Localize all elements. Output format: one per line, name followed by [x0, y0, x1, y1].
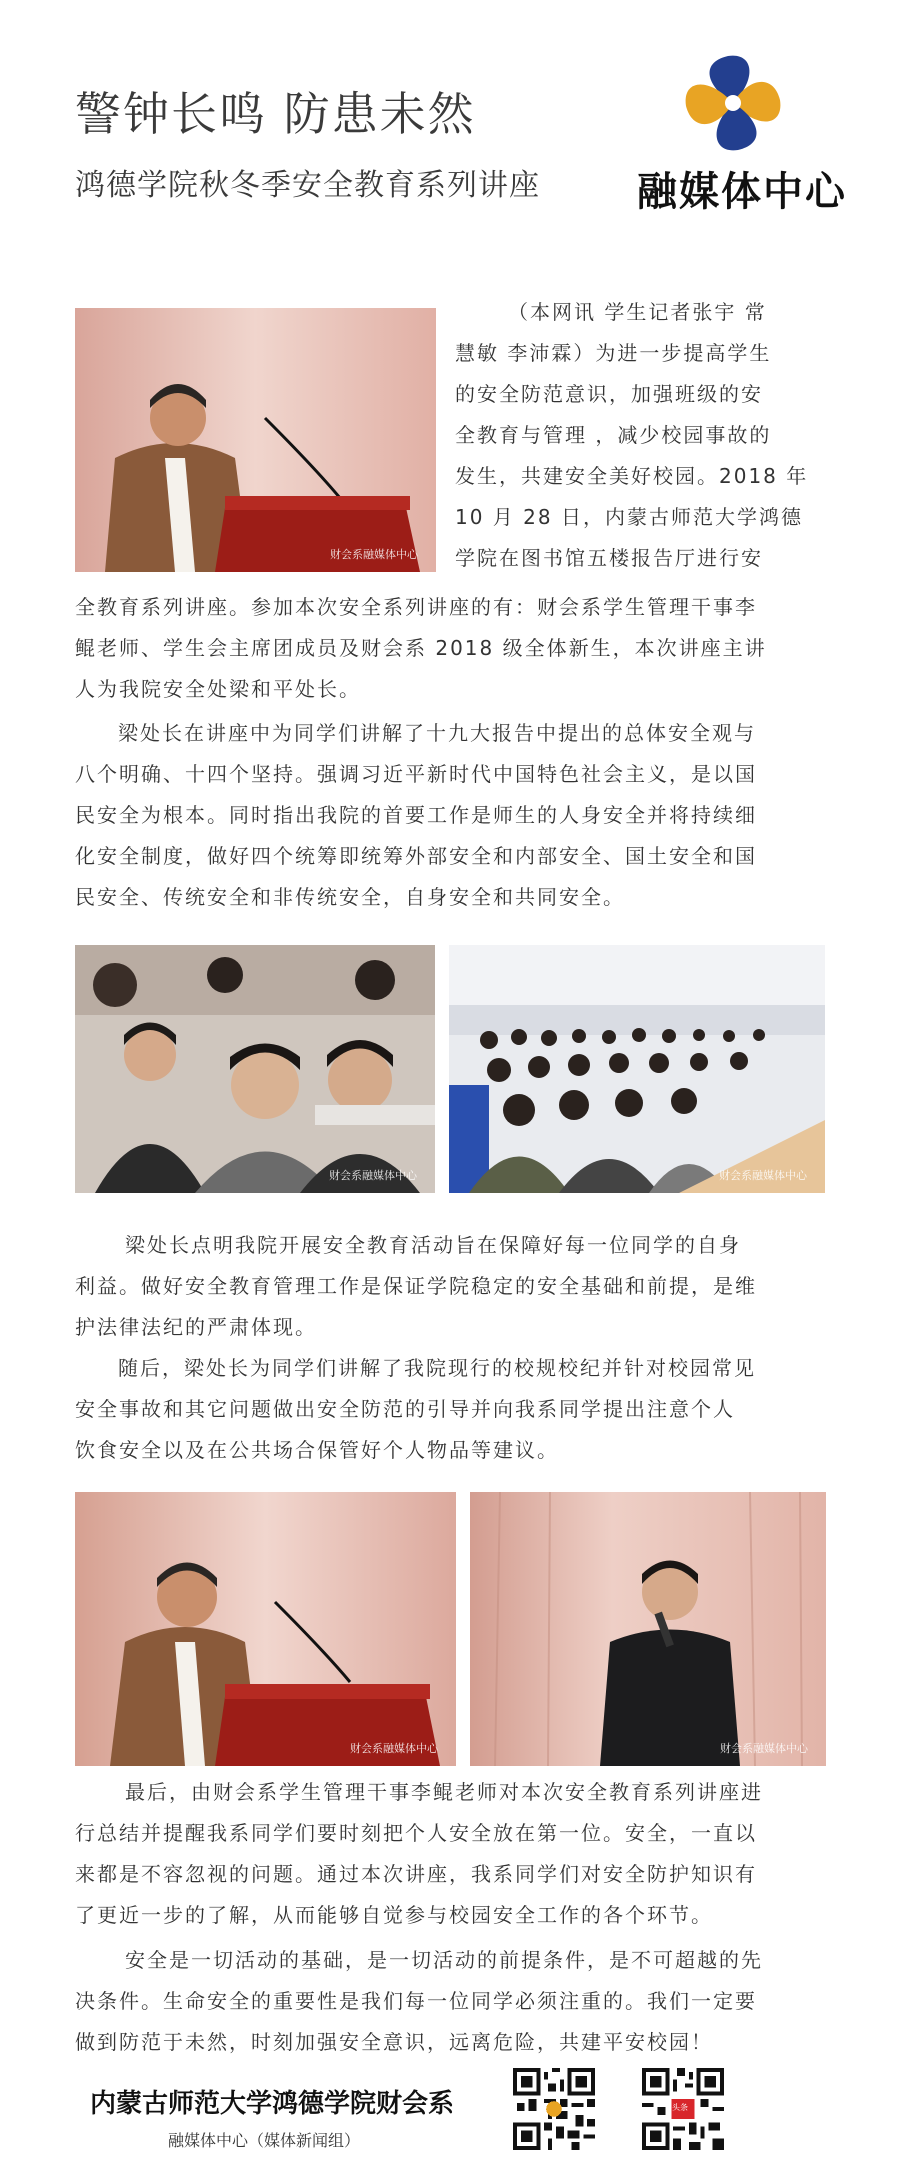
text-line: 的安全防范意识，加强班级的安	[455, 382, 763, 406]
text-line: 做到防范于未然，时刻加强安全意识，远离危险，共建平安校园！	[75, 2030, 713, 2054]
text-line: 鲲老师、学生会主席团成员及财会系 2018 级全体新生，本次讲座主讲	[75, 636, 767, 660]
text-line: 民安全、传统安全和非传统安全，自身安全和共同安全。	[75, 885, 625, 909]
photo-auditorium	[449, 945, 825, 1193]
watermark: 财会系融媒体中心	[350, 1742, 438, 1755]
watermark: 财会系融媒体中心	[719, 1169, 807, 1182]
text-line: 梁处长点明我院开展安全教育活动旨在保障好每一位同学的自身	[125, 1233, 741, 1257]
page-subtitle: 鸿德学院秋冬季安全教育系列讲座	[75, 168, 540, 203]
photo-teacher-microphone	[470, 1492, 826, 1766]
footer-organization: 内蒙古师范大学鸿德学院财会系	[90, 2089, 455, 2119]
text-line: 慧敏 李沛霖）为进一步提高学生	[455, 341, 772, 365]
text-line: 行总结并提醒我系同学们要时刻把个人安全放在第一位。安全，一直以	[75, 1821, 757, 1845]
text-line: 安全是一切活动的基础，是一切活动的前提条件，是不可超越的先	[125, 1948, 763, 1972]
text-line: 利益。做好安全教育管理工作是保证学院稳定的安全基础和前提，是维	[75, 1274, 757, 1298]
qr-code-wechat-icon	[513, 2068, 595, 2150]
qr-badge: 头条	[672, 2103, 688, 2112]
pinwheel-logo-icon	[678, 48, 788, 158]
text-line: 全教育系列讲座。参加本次安全系列讲座的有：财会系学生管理干事李	[75, 595, 757, 619]
text-line: 饮食安全以及在公共场合保管好个人物品等建议。	[75, 1438, 559, 1462]
page-title: 警钟长鸣 防患未然	[75, 87, 476, 141]
text-line: 随后，梁处长为同学们讲解了我院现行的校规校纪并针对校园常见	[118, 1356, 756, 1380]
watermark: 财会系融媒体中心	[720, 1742, 808, 1755]
text-line: 10 月 28 日，内蒙古师范大学鸿德	[455, 505, 803, 529]
text-line: 发生，共建安全美好校园。2018 年	[455, 464, 809, 488]
watermark: 财会系融媒体中心	[329, 1169, 417, 1182]
photo-speaker-podium	[75, 308, 436, 572]
text-line: 来都是不容忽视的问题。通过本次讲座，我系同学们对安全防护知识有	[75, 1862, 757, 1886]
text-line: 人为我院安全处梁和平处长。	[75, 677, 361, 701]
text-line: 最后，由财会系学生管理干事李鲲老师对本次安全教育系列讲座进	[125, 1780, 763, 1804]
text-line: 学院在图书馆五楼报告厅进行安	[455, 546, 763, 570]
photo-speaker-podium-2	[75, 1492, 456, 1766]
text-line: （本网讯 学生记者张宇 常	[508, 300, 767, 324]
text-line: 安全事故和其它问题做出安全防范的引导并向我系同学提出注意个人	[75, 1397, 735, 1421]
qr-code-toutiao-icon	[642, 2068, 724, 2150]
text-line: 护法律法纪的严肃体现。	[75, 1315, 317, 1339]
text-line: 八个明确、十四个坚持。强调习近平新时代中国特色社会主义，是以国	[75, 762, 757, 786]
text-line: 了更近一步的了解，从而能够自觉参与校园安全工作的各个环节。	[75, 1903, 713, 1927]
logo-text: 融媒体中心	[637, 168, 847, 215]
text-line: 梁处长在讲座中为同学们讲解了十九大报告中提出的总体安全观与	[118, 721, 756, 745]
text-line: 决条件。生命安全的重要性是我们每一位同学必须注重的。我们一定要	[75, 1989, 757, 2013]
text-line: 全教育与管理 ，减少校园事故的	[455, 423, 772, 447]
footer-subtitle: 融媒体中心（媒体新闻组）	[168, 2131, 361, 2150]
text-line: 化安全制度，做好四个统筹即统筹外部安全和内部安全、国土安全和国	[75, 844, 757, 868]
media-center-logo	[622, 48, 862, 218]
photo-students-closeup	[75, 945, 435, 1193]
text-line: 民安全为根本。同时指出我院的首要工作是师生的人身安全并将持续细	[75, 803, 757, 827]
watermark: 财会系融媒体中心	[330, 548, 418, 561]
